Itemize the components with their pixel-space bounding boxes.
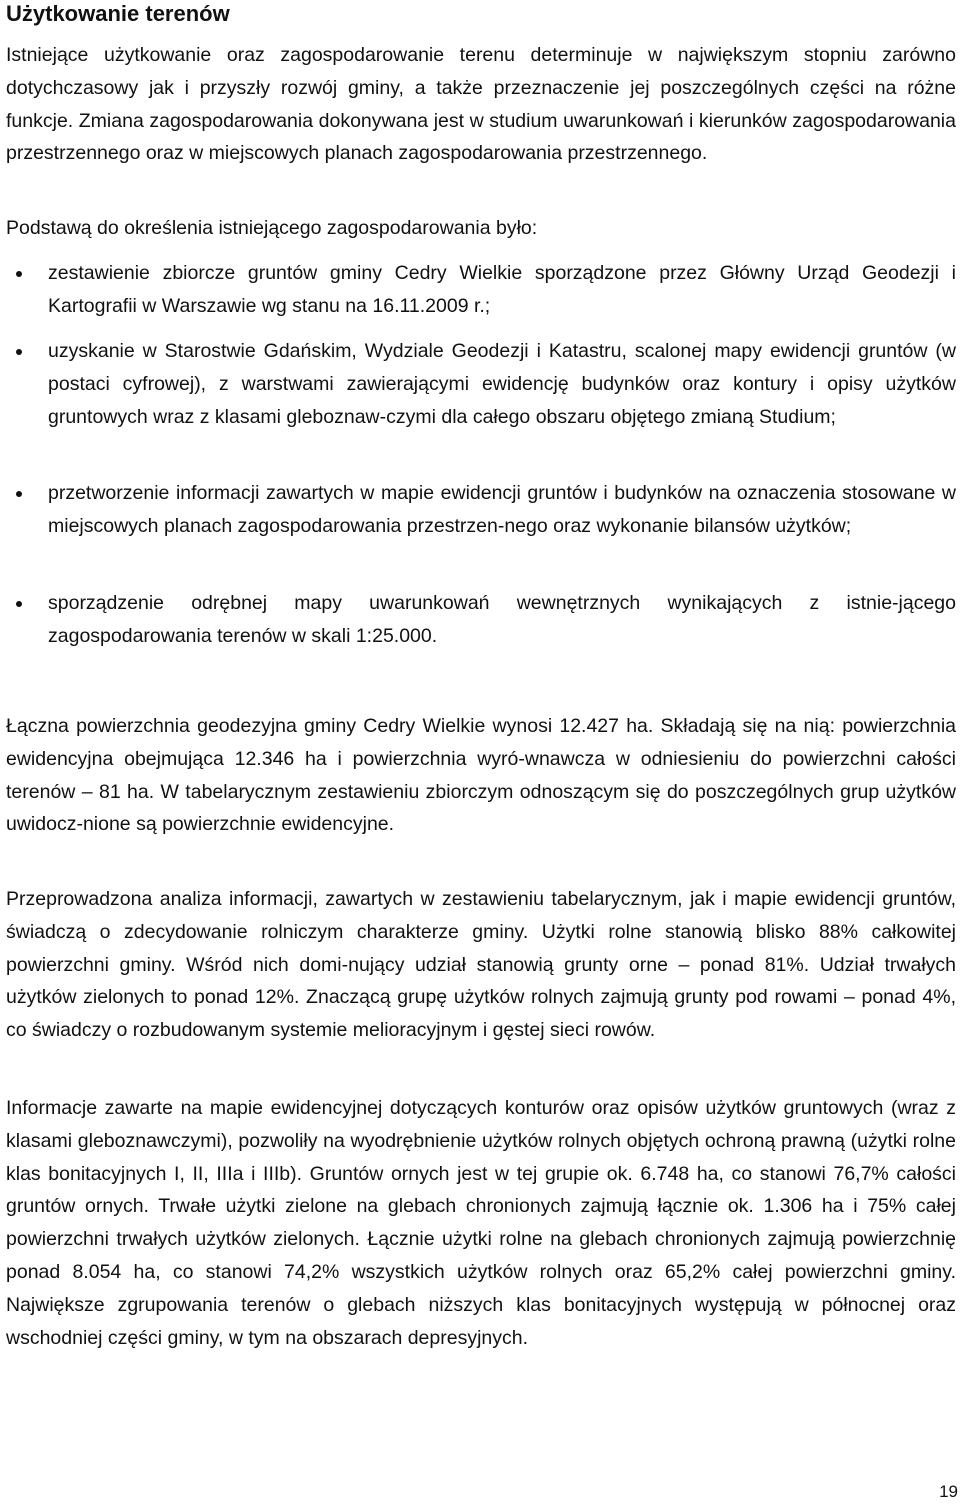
list-item-text: sporządzenie odrębnej mapy uwarunkowań wewnętrznych wynikających z istnie-jącego zagospodarowania terenów w skali 1:25.000. [48,592,956,647]
analysis-paragraph: Przeprowadzona analiza informacji, zawartych w zestawieniu tabelarycznym, jak i mapie ewidencji gruntów, świadczą o zdecydowanie rolniczym charakterze gminy. Użytki rolne stanowią blisko 88% całkowitej powierzchni gminy. Wśród nich domi-nujący udział stanowią grunty orne – ponad 81%. Udział trwałych użytków zielonych to ponad 12%. Znaczącą grupę użytków rolnych zajmują grunty pod rowami – ponad 4%, co świadczy o rozbudowanym systemie melioracyjnym i gęstej sieci rowów. [6,888,956,1042]
basis-lead-paragraph: Podstawą do określenia istniejącego zagospodarowania było: [6,217,538,239]
protection-paragraph: Informacje zawarte na mapie ewidencyjnej dotyczących konturów oraz opisów użytków gruntowych (wraz z klasami gleboznawczymi), pozwoliły na wyodrębnienie użytków rolnych objętych ochroną prawną (użytki rolne klas bonitacyjnych I, II, IIIa i IIIb). Gruntów ornych jest w tej grupie ok. 6.748 ha, co stanowi 76,7% całości gruntów ornych. Trwałe użytki zielone na glebach chronionych zajmują łącznie ok. 1.306 ha i 75% całej powierzchni trwałych użytków zielonych. Łącznie użytki rolne na glebach chronionych zajmują powierzchnię ponad 8.054 ha, co stanowi 74,2% wszystkich użytków rolnych oraz 65,2% całej powierzchni gminy. Największe zgrupowania terenów o glebach niższych klas bonitacyjnych występują w północnej oraz wschodniej części gminy, w tym na obszarach depresyjnych. [6,1097,956,1349]
list-item-text: przetworzenie informacji zawartych w mapie ewidencji gruntów i budynków na oznaczenia stosowane w miejscowych planach zagospodarowania przestrzen-nego oraz wykonanie bilansów użytków; [48,482,956,537]
bullet-icon [16,601,22,607]
intro-paragraph: Istniejące użytkowanie oraz zagospodarowanie terenu determinuje w największym stopniu zarówno dotychczasowy jak i przyszły rozwój gminy, a także przeznaczenie jej poszczególnych części na różne funkcje. Zmiana zagospodarowania dokonywana jest w studium uwarunkowań i kierunków zagospodarowania przestrzennego oraz w miejscowych planach zagospodarowania przestrzennego. [6,44,956,165]
list-item [6,477,956,543]
section-heading: Użytkowanie terenów [6,1,230,26]
list-item-text: zestawienie zbiorcze gruntów gminy Cedry Wielkie sporządzone przez Główny Urząd Geodezji i Kartografii w Warszawie wg stanu na 16.11.2009 r.; [48,262,956,317]
bullet-icon [16,271,22,277]
area-paragraph: Łączna powierzchnia geodezyjna gminy Cedry Wielkie wynosi 12.427 ha. Składają się na nią: powierzchnia ewidencyjna obejmująca 12.346 ha i powierzchnia wyró-wnawcza w odniesieniu do powierzchni całości terenów – 81 ha. W tabelarycznym zestawieniu zbiorczym odnoszącym się do poszczególnych grup użytków uwidocz-nione są powierzchnie ewidencyjne. [6,715,956,836]
list-item [6,587,956,653]
list-item-text: uzyskanie w Starostwie Gdańskim, Wydziale Geodezji i Katastru, scalonej mapy ewidencji gruntów (w postaci cyfrowej), z warstwami zawierającymi ewidencję budynków oraz kontury i opisy użytków gruntowych wraz z klasami gleboznaw-czymi dla całego obszaru objętego zmianą Studium; [48,340,956,428]
list-item [6,257,956,323]
list-item [6,335,956,433]
page-number: 19 [939,1482,958,1501]
bullet-icon [16,349,22,355]
bullet-icon [16,491,22,497]
